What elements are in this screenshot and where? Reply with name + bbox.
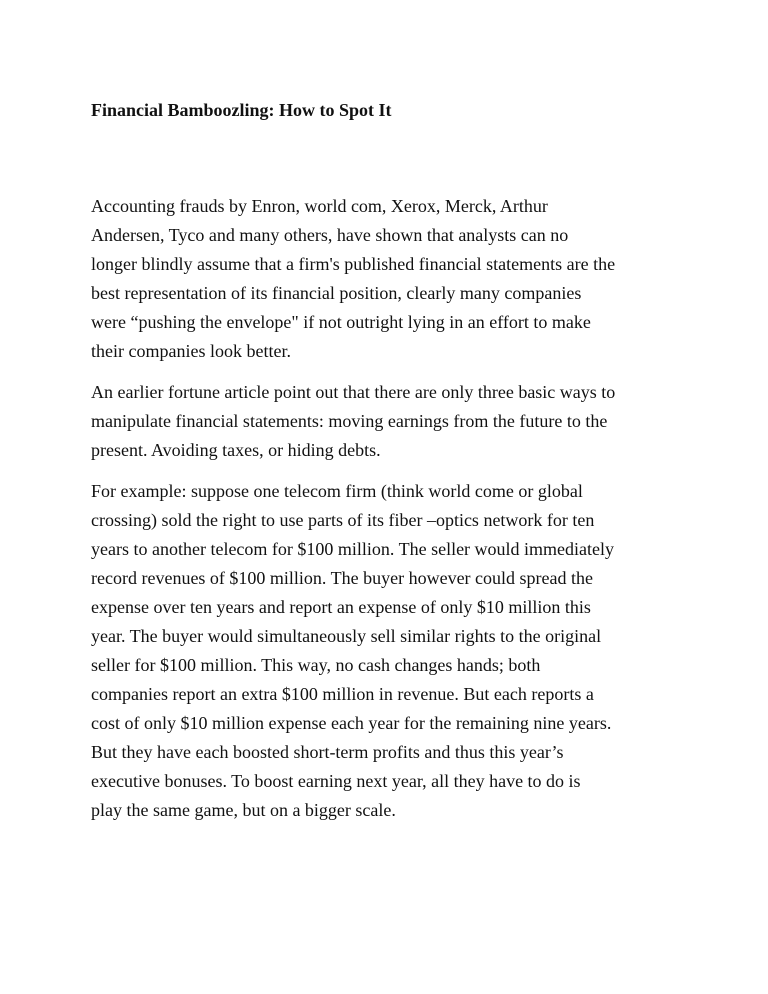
text-line: record revenues of $100 million. The buyer however could spread the [91,568,594,588]
text-line: executive bonuses. To boost earning next year, all they have to do is [91,771,581,791]
text-line: their companies look better. [91,341,291,361]
text-line: longer blindly assume that a firm's published financial statements are the [91,254,616,274]
text-line: best representation of its financial position, clearly many companies [91,283,582,303]
text-line: were “pushing the envelope" if not outright lying in an effort to make [91,312,591,332]
text-line: But they have each boosted short-term profits and thus this year’s [91,742,564,762]
text-line: For example: suppose one telecom firm (think world come or global [91,481,583,501]
text-line: expense over ten years and report an expense of only $10 million this [91,597,591,617]
text-line: companies report an extra $100 million in revenue. But each reports a [91,684,594,704]
paragraph-manipulation-ways [91,378,691,465]
text-line: year. The buyer would simultaneously sell similar rights to the original [91,626,602,646]
paragraph-fraud-overview [91,192,691,366]
document-body [91,192,691,837]
document-title: Financial Bamboozling: How to Spot It [91,100,392,120]
text-line: manipulate financial statements: moving earnings from the future to the [91,411,608,431]
text-line: present. Avoiding taxes, or hiding debts. [91,440,381,460]
text-line: crossing) sold the right to use parts of its fiber –optics network for ten [91,510,595,530]
text-line: seller for $100 million. This way, no cash changes hands; both [91,655,541,675]
text-line: cost of only $10 million expense each year for the remaining nine years. [91,713,612,733]
text-line: An earlier fortune article point out that there are only three basic ways to [91,382,616,402]
text-line: Andersen, Tyco and many others, have shown that analysts can no [91,225,569,245]
text-line: years to another telecom for $100 million. The seller would immediately [91,539,615,559]
text-line: Accounting frauds by Enron, world com, Xerox, Merck, Arthur [91,196,548,216]
text-line: play the same game, but on a bigger scale. [91,800,396,820]
paragraph-telecom-example [91,477,691,825]
